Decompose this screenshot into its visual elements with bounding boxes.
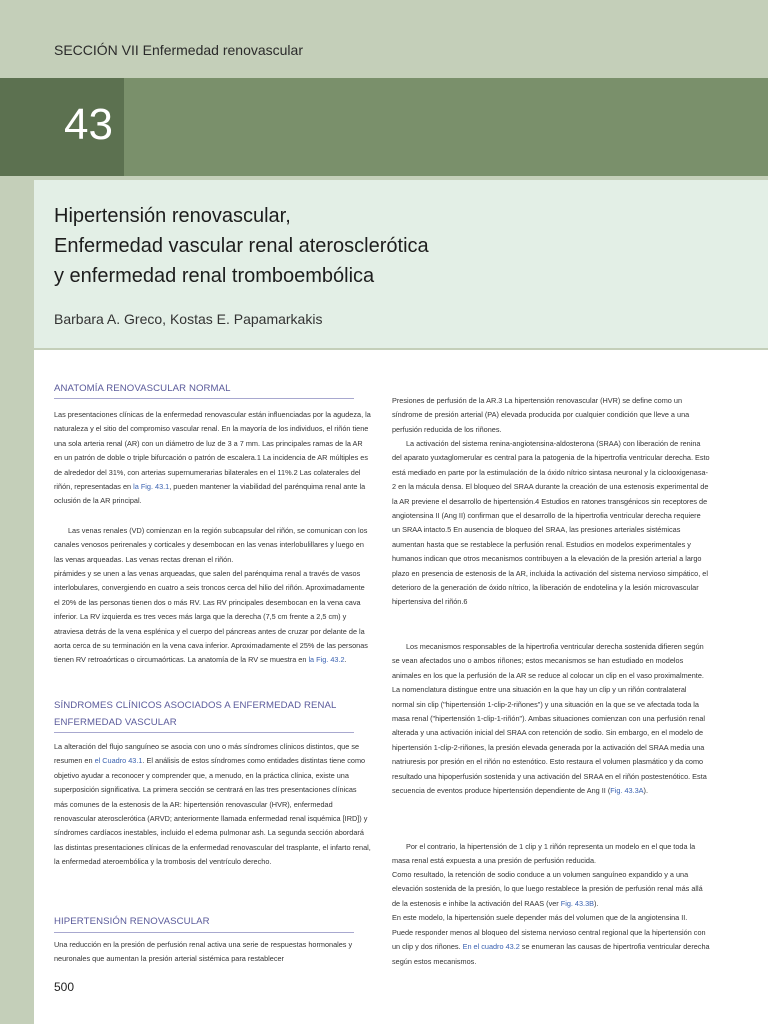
- fig-43-2-link[interactable]: la Fig. 43.2: [308, 655, 345, 665]
- authors: Barbara A. Greco, Kostas E. Papamarkakis: [54, 311, 323, 327]
- right-paragraph-1: Presiones de perfusión de la AR.3 La hipertensión renovascular (HVR) se define como un síndrome de presión arterial (PA) elevada producida por cualquier condición que lleve a una perfusión reducida de los riñones.: [392, 396, 690, 434]
- fig-43-3a-link[interactable]: Fig. 43.3A: [610, 786, 644, 796]
- left-paragraph-2: Las venas renales (VD) comienzan en la región subcapsular del riñón, se comunican con los canales venosos perirenales y corticales y desembocan en las venas interlobulillares y luego en las venas arqueadas. Las venas rectas drenan el riñón.: [54, 526, 368, 564]
- left-rule-1: [54, 398, 354, 399]
- left-paragraph-3: pirámides y se unen a las venas arqueadas, que salen del parénquima renal a través de vasos interlobulares, convergiendo en cuatro a seis troncos cerca del hilio del riñón. Aproximadamente el 20% de las personas tienen dos o más RV. Las RV principales desembocan en la vena cava inferior. La RV izquierda es tres veces más larga que la derecha (7,5 cm frente a 2,5 cm) y atraviesa detrás de la vena esplénica y el cuerpo del páncreas antes de cruzar por delante de la aorta cerca de su terminación en la vena cava inferior. Aproximadamente el 25% de las personas tienen RV retroaórticas o circumaórticas. La anatomía de la RV se muestra en la Fig. 43.2.: [54, 569, 368, 665]
- left-paragraph-1: Las presentaciones clínicas de la enfermedad renovascular están influenciadas por la agudeza, la naturaleza y el sitio del compromiso vascular renal. En la mayoría de los individuos, el riñón tiene una sola arteria renal (AR) con un diámetro de luz de 3 a 7 mm. Las principales ramas de la AR en un patrón de doble o triple bifurcación o patrón de escalera.1 La incidencia de AR múltiples es de alrededor del 31%, con arterias supernumerarias bilaterales en el 11%.2 Las colaterales del riñón, representadas en la Fig. 43.1, pueden mantener la viabilidad del parénquima renal ante la oclusión de la AR principal.: [54, 410, 371, 506]
- title-line-3: y enfermedad renal tromboembólica: [54, 265, 375, 287]
- left-heading-syndromes: [54, 697, 374, 731]
- cuadro-43-1-link[interactable]: el Cuadro 43.1: [94, 756, 143, 766]
- left-rule-2: [54, 732, 354, 733]
- fig-43-3b-link[interactable]: Fig. 43.3B: [560, 898, 594, 908]
- right-paragraph-5: Como resultado, la retención de sodio conduce a un volumen sanguíneo expandido y a una elevación sostenida de la presión, lo que luego restablece la presión de perfusión renal más allá de la estenosis e inhibe la activación del RAAS (ver Fig. 43.3B).: [392, 870, 703, 908]
- heading-line-2: ENFERMEDAD VASCULAR: [54, 717, 177, 728]
- title-line-1: Hipertensión renovascular,: [54, 205, 291, 227]
- left-heading-hypertension: HIPERTENSIÓN RENOVASCULAR: [54, 916, 210, 927]
- right-paragraph-3: Los mecanismos responsables de la hipertrofia ventricular derecha sostenida difieren según se vean afectados uno o ambos riñones; estos mecanismos se han estudiado en modelos animales en los que la perfusión de la AR se reduce al colocar un clip en el vaso proximalmente. La nomenclatura distingue entre una situación en la que hay un clip y un riñón contralateral normal sin clip ("hipertensión 1-clip-2-riñones") y una situación en la que se ve afectada toda la masa renal ("hipertensión 1-clip-1-riñón"). Ambas situaciones comienzan con una perfusión renal alterada y una activación inicial del SRAA con retención de sodio. Sin embargo, en el modelo de hipertensión 1-clip-2-riñones, la presión elevada generada por la activación del SRAA media una natriuresis por presión en el riñón no estenótico. Esto restaura el volumen plasmático y da como resultado una hipoperfusión sostenida y una activación del SRAA en el riñón postestenótico. Esta secuencia de eventos produce hipertensión dependiente de Ang II (Fig. 43.3A).: [392, 642, 707, 796]
- right-paragraph-6: En este modelo, la hipertensión suele depender más del volumen que de la angiotensina II.: [392, 913, 688, 922]
- section-label: SECCIÓN VII Enfermedad renovascular: [54, 42, 303, 58]
- page-number: 500: [54, 980, 75, 994]
- right-paragraph-4: Por el contrario, la hipertensión de 1 clip y 1 riñón representa un modelo en el que toda la masa renal está expuesta a una presión de perfusión reducida.: [392, 842, 696, 866]
- heading-text: ANATOMÍA RENOVASCULAR NORMAL: [54, 383, 231, 394]
- left-paragraph-4: La alteración del flujo sanguíneo se asocia con uno o más síndromes clínicos distintos, que se resumen en el Cuadro 43.1. El análisis de estos síndromes como entidades distintas tiene como objetivo ayudar a reconocer y comprender que, a menudo, en la práctica clínica, existe una superposición significativa. La primera sección se centrará en las tres presentaciones clínicas más comunes de la estenosis de la AR: hipertensión renovascular (HVR), enfermedad renovascular aterosclerótica (ARVD; anteriormente llamada enfermedad renal isquémica [IRD]) y síndromes cardíacos inestables, incluido el edema pulmonar ash. La segunda sección abordará las distintas presentaciones clínicas de la enfermedad renovascular del trasplante, el infarto renal, la enfermedad ateroembólica y la trombosis del ventrículo derecho.: [54, 742, 371, 867]
- fig-43-1-link[interactable]: la Fig. 43.1: [133, 482, 170, 492]
- chapter-title: [54, 201, 429, 291]
- left-rule-3: [54, 932, 354, 933]
- heading-line-1: SÍNDROMES CLÍNICOS ASOCIADOS A ENFERMEDAD RENAL: [54, 700, 337, 711]
- left-paragraph-5: Una reducción en la presión de perfusión renal activa una serie de respuestas hormonales y neuronales que aumentan la presión arterial sistémica para restablecer: [54, 940, 353, 964]
- chapter-number: 43: [64, 100, 113, 149]
- title-line-2: Enfermedad vascular renal aterosclerótica: [54, 235, 429, 257]
- cuadro-43-2-link[interactable]: En el cuadro 43.2: [462, 942, 520, 952]
- right-paragraph-7: Puede responder menos al bloqueo del sistema nervioso central regional que la hipertensión con un clip y dos riñones. En el cuadro 43.2 se enumeran las causas de hipertrofia ventricular derecha según estos mecanismos.: [392, 928, 710, 966]
- left-heading-anatomy: [54, 382, 374, 396]
- right-paragraph-2: La activación del sistema renina-angiotensina-aldosterona (SRAA) con liberación de renina del aparato yuxtaglomerular es central para la patogenia de la hipertrofia ventricular derecha. Esto está mediado en parte por la estimulación de la óxido nítrico sintasa neuronal y la ciclooxigenasa-2 en la mácula densa. El bloqueo del SRAA durante la creación de una estenosis experimental de la AR previene el desarrollo de hipertensión.4 Estudios en ratones transgénicos sin receptores de angiotensina II (Ang II) confirman que el desarrollo de la hipertrofia ventricular derecha requiere un SRAA intacto.5 En ausencia de bloqueo del SRAA, las presiones arteriales sistémicas aumentan hasta que se restablece la perfusión renal. Estudios en modelos experimentales y humanos indican que otros mecanismos contribuyen a la elevación de la presión arterial a largo plazo en presencia de estenosis de la AR, incluida la activación del sistema nervioso simpático, el deterioro de la generación de óxido nítrico, la liberación de endotelina y la lesión microvascular hipertensiva del riñón.6: [392, 439, 710, 607]
